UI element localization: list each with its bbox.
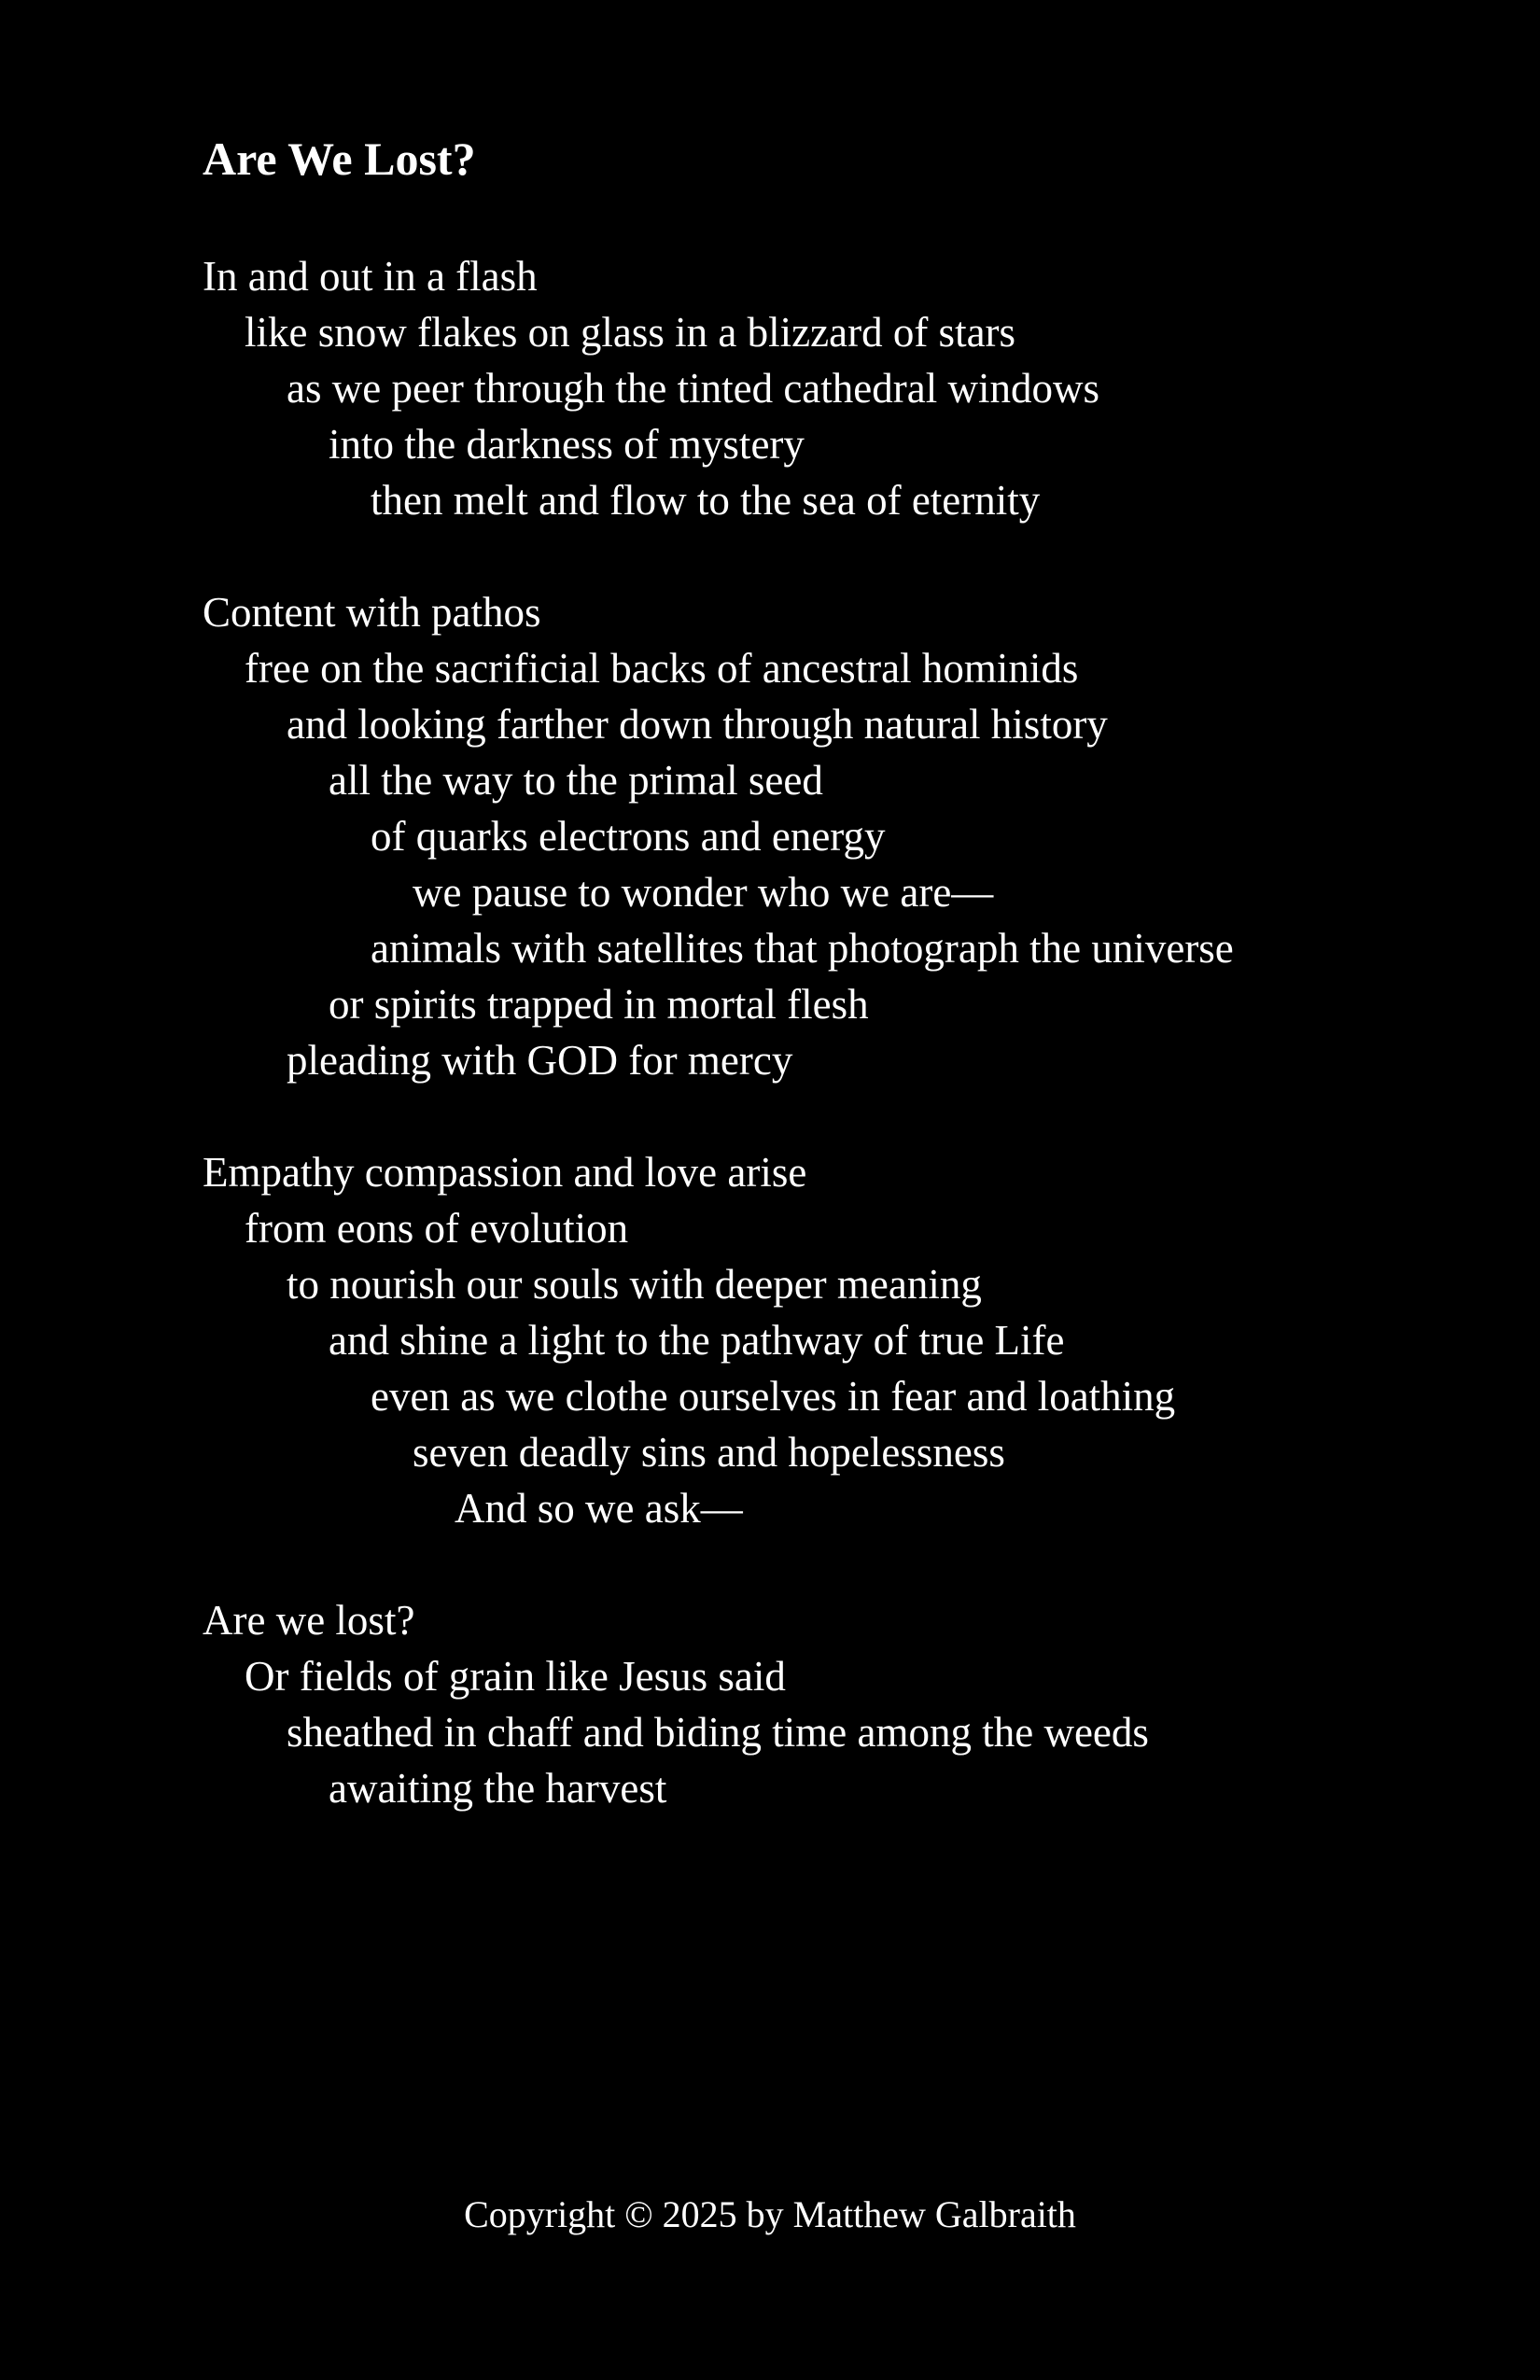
poem-line: all the way to the primal seed — [329, 757, 823, 804]
poem-line: or spirits trapped in mortal flesh — [329, 981, 869, 1028]
poem-line: to nourish our souls with deeper meaning — [287, 1261, 982, 1308]
poem-title: Are We Lost? — [203, 133, 476, 185]
stanza — [203, 248, 1099, 528]
poem-line: seven deadly sins and hopelessness — [413, 1429, 1005, 1476]
poem-line: awaiting the harvest — [329, 1765, 667, 1812]
poem-line: pleading with GOD for mercy — [287, 1037, 793, 1084]
stanza — [203, 1592, 1149, 1816]
poem-line: Content with pathos — [203, 589, 541, 636]
poem-line: sheathed in chaff and biding time among the weeds — [287, 1709, 1149, 1756]
poem-line: In and out in a flash — [203, 253, 538, 300]
copyright-notice: Copyright © 2025 by Matthew Galbraith — [464, 2193, 1076, 2235]
poem-line: of quarks electrons and energy — [371, 813, 886, 860]
poem-line: free on the sacrificial backs of ancestral hominids — [245, 645, 1079, 692]
poem-line: from eons of evolution — [245, 1205, 629, 1252]
poem-line: like snow flakes on glass in a blizzard of stars — [245, 309, 1016, 356]
poem-line: we pause to wonder who we are— — [413, 869, 994, 916]
poem-line: even as we clothe ourselves in fear and loathing — [371, 1373, 1176, 1420]
poem-line: Empathy compassion and love arise — [203, 1149, 807, 1196]
stanza — [203, 584, 1234, 1088]
poem-line: as we peer through the tinted cathedral windows — [287, 365, 1099, 412]
poem-line: And so we ask— — [455, 1485, 743, 1532]
poem-line: and looking farther down through natural history — [287, 701, 1108, 748]
poem-line: then melt and flow to the sea of eternity — [371, 477, 1041, 524]
poem-line: Are we lost? — [203, 1597, 415, 1644]
stanza — [203, 1144, 1175, 1536]
poem-line: animals with satellites that photograph the universe — [371, 925, 1234, 972]
poem-line: into the darkness of mystery — [329, 421, 805, 468]
poem-line: and shine a light to the pathway of true Life — [329, 1317, 1065, 1364]
poem-line: Or fields of grain like Jesus said — [245, 1653, 786, 1700]
